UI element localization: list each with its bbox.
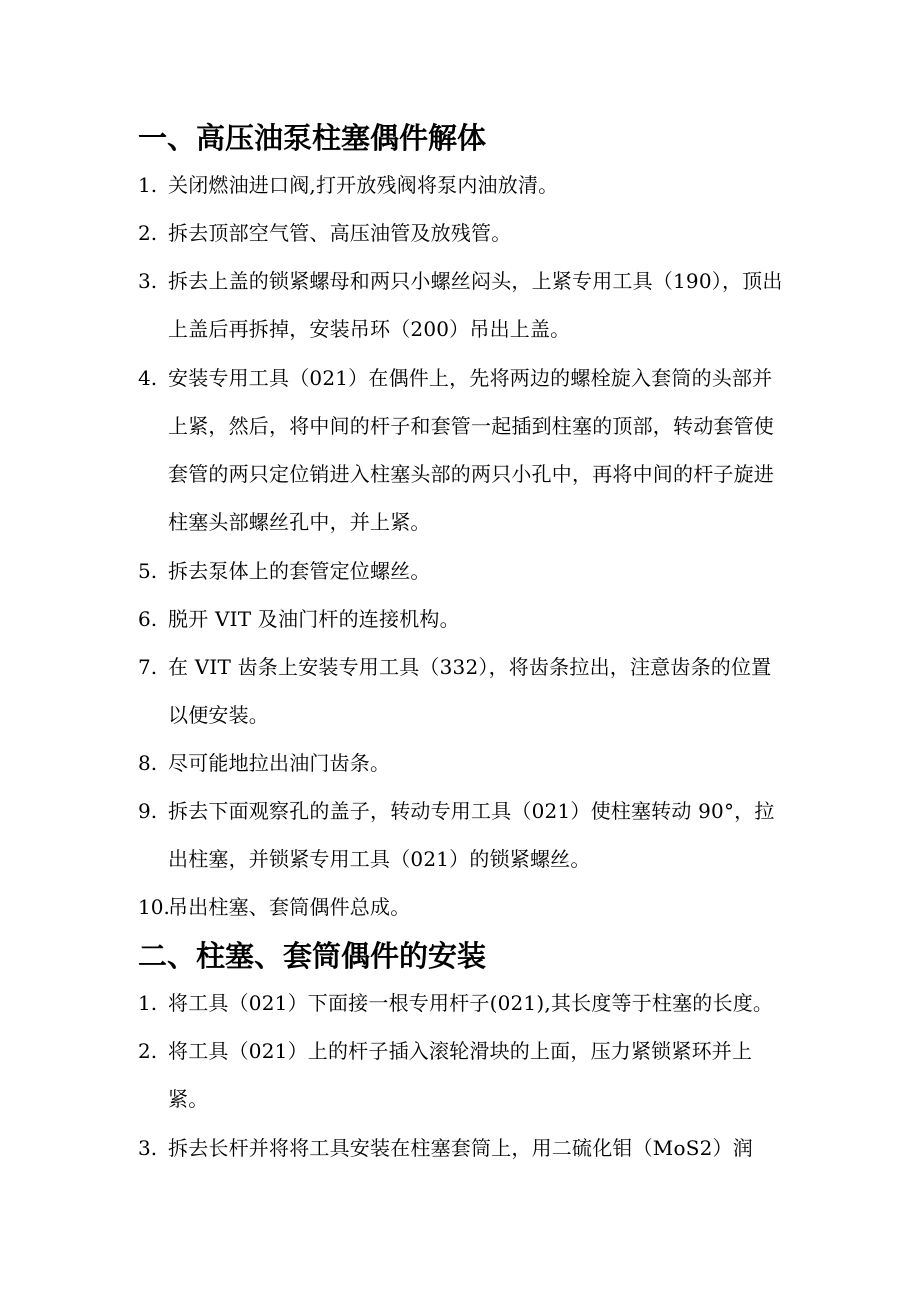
item-number: 2.: [138, 1039, 158, 1063]
item-text: 吊出柱塞、套筒偶件总成。: [168, 895, 411, 919]
list-item: [138, 209, 788, 257]
list-item: [138, 979, 788, 1027]
list-item: [138, 1027, 788, 1123]
item-text: 尽可能地拉出油门齿条。: [168, 751, 391, 775]
item-number: 10.: [138, 895, 170, 919]
item-text: 将工具（021）下面接一根专用杆子(021),其长度等于柱塞的长度。: [168, 991, 774, 1015]
item-text: 在 VIT 齿条上安装专用工具（332），将齿条拉出，注意齿条的位置以便安装。: [168, 655, 772, 727]
item-text: 拆去上盖的锁紧螺母和两只小螺丝闷头，上紧专用工具（190），顶出上盖后再拆掉，安装吊环（200）吊出上盖。: [168, 269, 783, 341]
list-item: [138, 787, 788, 883]
item-number: 1.: [138, 991, 158, 1015]
item-number: 3.: [138, 1136, 158, 1160]
item-number: 6.: [138, 607, 158, 631]
item-text: 脱开 VIT 及油门杆的连接机构。: [168, 607, 460, 631]
item-text: 拆去顶部空气管、高压油管及放残管。: [168, 221, 512, 245]
list-item: [138, 354, 788, 546]
item-text: 拆去泵体上的套管定位螺丝。: [168, 559, 431, 583]
item-number: 9.: [138, 799, 158, 823]
item-number: 7.: [138, 655, 158, 679]
section-1-heading: 一、高压油泵柱塞偶件解体: [138, 121, 487, 155]
item-text: 将工具（021）上的杆子插入滚轮滑块的上面，压力紧锁紧环并上紧。: [168, 1039, 753, 1111]
list-item: [138, 643, 788, 739]
item-number: 3.: [138, 269, 158, 293]
item-number: 2.: [138, 221, 158, 245]
item-text: 拆去下面观察孔的盖子，转动专用工具（021）使柱塞转动 90°，拉出柱塞，并锁紧专用工具（021）的锁紧螺丝。: [168, 799, 775, 871]
list-item: [138, 1124, 788, 1172]
list-item: [138, 161, 788, 209]
item-number: 4.: [138, 366, 158, 390]
item-number: 8.: [138, 751, 158, 775]
list-item: [138, 547, 788, 595]
list-item: [138, 257, 788, 353]
list-item: [138, 595, 788, 643]
section-2-heading: 二、柱塞、套筒偶件的安装: [138, 939, 487, 973]
item-text: 安装专用工具（021）在偶件上，先将两边的螺栓旋入套筒的头部并上紧，然后，将中间的杆子和套管一起插到柱塞的顶部，转动套管使套管的两只定位销进入柱塞头部的两只小孔中，再将中间的杆子旋进柱塞头部螺丝孔中，并上紧。: [168, 366, 774, 534]
item-text: 拆去长杆并将将工具安装在柱塞套筒上，用二硫化钼（MoS2）润: [168, 1136, 753, 1160]
item-number: 5.: [138, 559, 158, 583]
list-item: [138, 739, 788, 787]
list-item: [138, 883, 788, 931]
item-number: 1.: [138, 173, 158, 197]
item-text: 关闭燃油进口阀,打开放残阀将泵内油放清。: [168, 173, 559, 197]
